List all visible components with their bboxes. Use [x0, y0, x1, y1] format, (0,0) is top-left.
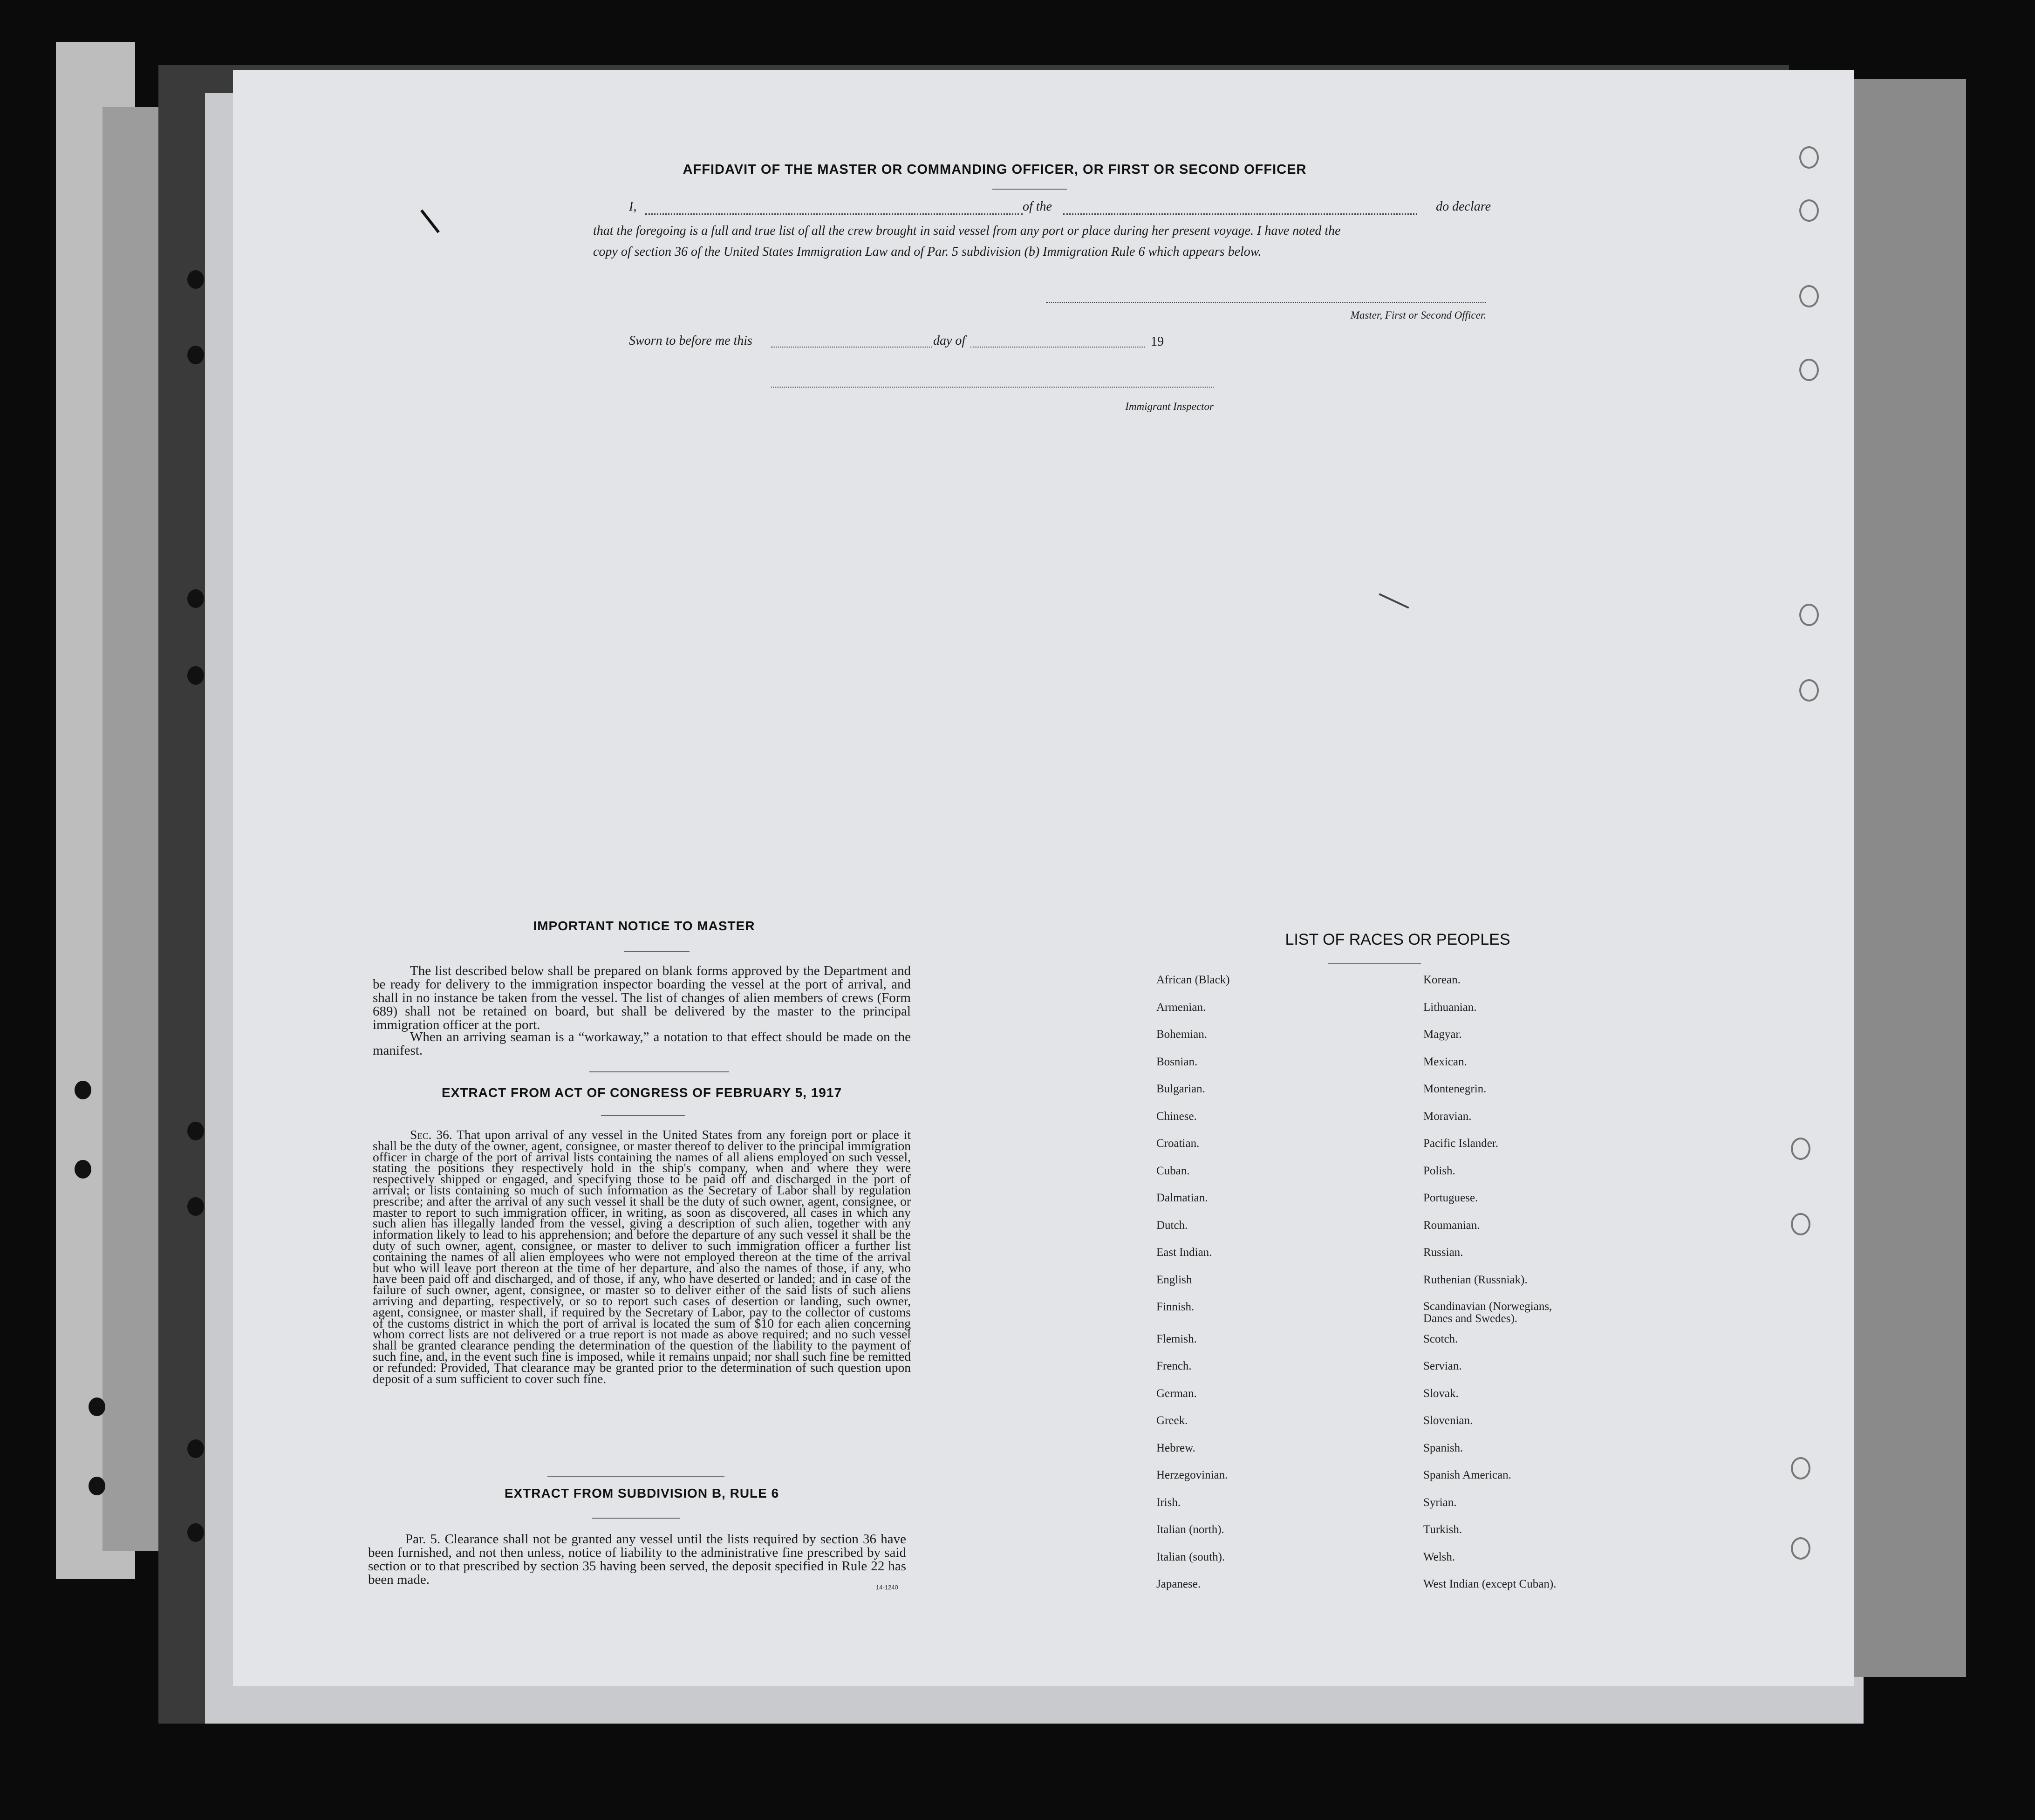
race-item: Greek.	[1156, 1414, 1188, 1427]
section-36-label: Sec. 36.	[410, 1127, 452, 1142]
binder-hole	[187, 1197, 204, 1216]
race-item: Moravian.	[1423, 1110, 1472, 1123]
affidavit-line3: copy of section 36 of the United States Immigration Law and of Par. 5 subdivision (b) Immigration Rule 6 which appears below.	[593, 245, 1262, 259]
punch-ring	[1799, 359, 1819, 381]
race-item: Chinese.	[1156, 1110, 1197, 1123]
punch-ring	[1799, 199, 1819, 222]
race-item: Russian.	[1423, 1246, 1463, 1259]
punch-ring	[1799, 604, 1819, 626]
punch-ring	[1791, 1537, 1810, 1560]
affidavit-declare-label: do declare	[1436, 199, 1491, 214]
sworn-month-field[interactable]	[970, 347, 1145, 348]
race-item: French.	[1156, 1360, 1192, 1372]
race-item: Dalmatian.	[1156, 1192, 1208, 1204]
race-item: Finnish.	[1156, 1301, 1195, 1313]
affidavit-line2: that the foregoing is a full and true list of all the crew brought in said vessel from any port or place during her present voyage. I have noted the	[593, 224, 1341, 238]
sworn-day-field[interactable]	[771, 347, 932, 348]
notice-end-rule	[589, 1071, 729, 1072]
binder-hole	[187, 346, 204, 364]
race-item: Mexican.	[1423, 1055, 1467, 1068]
race-item: Spanish American.	[1423, 1469, 1511, 1481]
affidavit-i-label: I,	[629, 199, 637, 214]
signature-caption: Master, First or Second Officer.	[1350, 309, 1486, 321]
affidavit-of-the-label: of the	[1023, 199, 1052, 214]
race-item: Servian.	[1423, 1360, 1462, 1372]
notice-paragraph-1: The list described below shall be prepared on blank forms approved by the Department and be ready for delivery to the immigration inspector boarding the vessel at the port of arrival, and shall in no instance be taken from the vessel. The list of changes of alien members of crews (Form 689) shall not be retained on board, but shall be delivered by the master to the principal immigration officer at the port.	[373, 963, 911, 1032]
race-item: Dutch.	[1156, 1219, 1188, 1232]
race-item: Roumanian.	[1423, 1219, 1480, 1232]
punch-ring	[1799, 146, 1819, 169]
manifest-page	[233, 70, 1854, 1686]
extract-act-rule	[601, 1115, 685, 1116]
race-item: Spanish.	[1423, 1441, 1463, 1454]
notice-paragraph-2: When an arriving seaman is a “workaway,” a notation to that effect should be made on the manifest.	[373, 1029, 911, 1058]
binder-hole	[187, 270, 204, 289]
race-item: Herzegovinian.	[1156, 1469, 1228, 1481]
race-item: Cuban.	[1156, 1164, 1190, 1177]
race-item: Montenegrin.	[1423, 1083, 1487, 1095]
affidavit-title: AFFIDAVIT OF THE MASTER OR COMMANDING OFFICER, OR FIRST OR SECOND OFFICER	[683, 162, 1307, 177]
extract-rule-rule	[592, 1518, 680, 1519]
binder-hole	[187, 1122, 204, 1140]
master-signature-field[interactable]	[1046, 302, 1486, 303]
notice-rule	[624, 951, 690, 952]
extract-act-title: EXTRACT FROM ACT OF CONGRESS OF FEBRUARY 5, 1917	[441, 1085, 842, 1100]
race-item: Scotch.	[1423, 1332, 1458, 1345]
race-item: German.	[1156, 1387, 1197, 1400]
race-item: Slovenian.	[1423, 1414, 1473, 1427]
day-of-label: day of	[933, 334, 966, 348]
form-number: 14-1240	[876, 1584, 898, 1591]
race-item: Syrian.	[1423, 1496, 1457, 1509]
race-item: Lithuanian.	[1423, 1001, 1477, 1014]
race-item: Irish.	[1156, 1496, 1181, 1509]
sworn-label: Sworn to before me this	[629, 334, 752, 348]
race-item: Bulgarian.	[1156, 1083, 1205, 1095]
inspector-signature-field[interactable]	[771, 387, 1214, 388]
race-item: Hebrew.	[1156, 1441, 1195, 1454]
binder-hole	[187, 589, 204, 608]
race-item: Korean.	[1423, 974, 1461, 986]
race-item: Magyar.	[1423, 1028, 1462, 1041]
inspector-caption: Immigrant Inspector	[1125, 401, 1214, 412]
race-item: Pacific Islander.	[1423, 1137, 1499, 1150]
race-item: Portuguese.	[1423, 1192, 1478, 1204]
race-item: English	[1156, 1273, 1192, 1286]
vessel-name-field[interactable]	[1063, 213, 1417, 215]
race-item: Welsh.	[1423, 1550, 1455, 1563]
punch-ring	[1799, 285, 1819, 307]
race-item: Ruthenian (Russniak).	[1423, 1273, 1528, 1286]
binder-hole	[89, 1477, 105, 1495]
extract-act-end-rule	[547, 1476, 724, 1477]
race-item: East Indian.	[1156, 1246, 1212, 1259]
year-label: 19	[1151, 334, 1164, 349]
race-item: Turkish.	[1423, 1523, 1462, 1536]
binder-hole	[187, 1523, 204, 1542]
section-36-body: That upon arrival of any vessel in the United States from any foreign port or place it shall be the duty of the owner, agent, consignee, or master thereof to deliver to the principal immigration officer in charge of the port of arrival lists containing the names of all aliens employed on such vessel, stating the positions they respectively hold in the ship's company, when and where they were respectively shipped or engaged, and specifying those to be paid off and discharged in the port of arrival; or lists containing so much of such information as the Secretary of Labor shall by regulation prescribe; and after the arrival of any such vessel it shall be the duty of such owner, agent, consignee, or master to report to such immigration officer, in writing, as soon as discovered, all cases in which any such alien has illegally landed from the vessel, giving a description of such alien, together with any information likely to lead to his apprehension; and before the departure of any such vessel it shall be the duty of such owner, agent, consignee, or master to deliver to such immigration officer a further list containing the names of all alien employees who were not employed thereon at the time of the arrival but who will leave port thereon at the time of her departure, and also the names of those, if any, who have been paid off and discharged, and of those, if any, who have deserted or landed; and in case of the failure of such owner, agent, consignee, or master so to deliver either of the said lists of such aliens arriving and departing, respectively, or so to report such cases of desertion or landing, such owner, agent, consignee, or master shall, if required by the Secretary of Labor, pay to the collector of customs of the customs district in which the port of arrival is located the sum of $10 for each alien concerning whom correct lists are not delivered or a true report is not made as above required; and no such vessel shall be granted clearance pending the determination of the question of the liability to the payment of such fine, and, in the event such fine is imposed, while it remains unpaid; nor shall such fine be remitted or refunded: Provided, That clearance may be granted prior to the determination of such question upon deposit of a sum sufficient to cover such fine.	[373, 1127, 911, 1386]
binder-hole	[187, 666, 204, 685]
binder-hole	[187, 1439, 204, 1458]
race-item: Japanese.	[1156, 1578, 1201, 1590]
binder-edge-left-inner	[102, 107, 158, 1551]
section-36-text	[373, 1129, 911, 1384]
race-item: Croatian.	[1156, 1137, 1200, 1150]
race-item: Italian (south).	[1156, 1550, 1225, 1563]
race-item: Polish.	[1423, 1164, 1455, 1177]
par-5-text: Par. 5. Clearance shall not be granted any vessel until the lists required by section 36 have been furnished, and not then unless, notice of liability to the administrative fine prescribed by said section or to that prescribed by section 35 having been served, the deposit specified in Rule 22 has been made.	[368, 1532, 906, 1587]
race-item: Bohemian.	[1156, 1028, 1208, 1041]
race-item: Flemish.	[1156, 1332, 1197, 1345]
punch-ring	[1791, 1457, 1810, 1479]
races-rule	[1328, 963, 1421, 964]
notice-title: IMPORTANT NOTICE TO MASTER	[533, 919, 755, 933]
extract-rule-title: EXTRACT FROM SUBDIVISION B, RULE 6	[504, 1486, 779, 1500]
binder-hole	[75, 1160, 91, 1179]
punch-ring	[1799, 679, 1819, 702]
race-item: African (Black)	[1156, 974, 1230, 986]
race-item: Armenian.	[1156, 1001, 1206, 1014]
punch-ring	[1791, 1213, 1810, 1235]
race-item: Bosnian.	[1156, 1055, 1198, 1068]
race-item: Slovak.	[1423, 1387, 1459, 1400]
race-item: West Indian (except Cuban).	[1423, 1578, 1557, 1590]
affidavit-rule	[992, 189, 1067, 190]
race-item: Italian (north).	[1156, 1523, 1224, 1536]
races-title: LIST OF RACES OR PEOPLES	[1285, 931, 1510, 948]
master-name-field[interactable]	[645, 213, 1023, 215]
race-item: Scandinavian (Norwegians, Danes and Swedes).	[1423, 1300, 1552, 1325]
binder-hole	[75, 1081, 91, 1099]
punch-ring	[1791, 1138, 1810, 1160]
binder-hole	[89, 1397, 105, 1416]
